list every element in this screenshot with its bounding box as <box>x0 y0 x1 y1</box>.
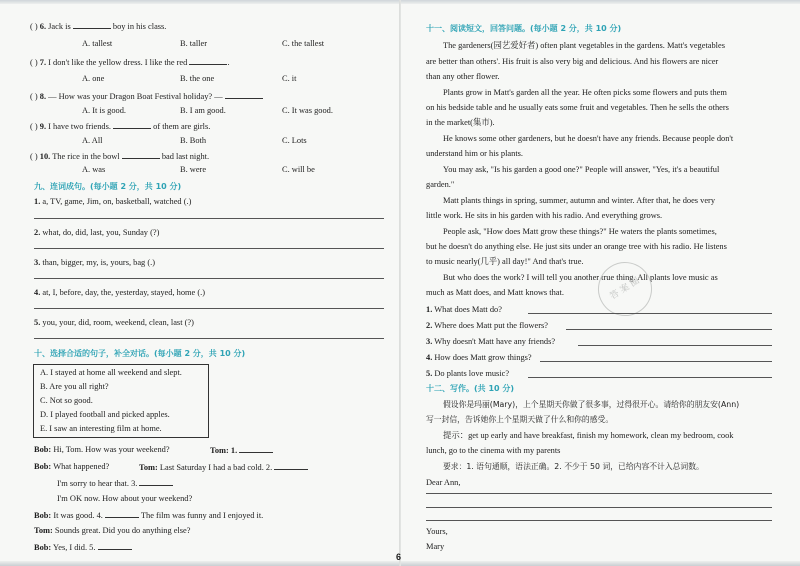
dialogue-text: It was good. 4. <box>53 511 103 520</box>
item-number: 4. <box>34 288 41 297</box>
question-text: What does Matt do? <box>434 305 502 314</box>
dialogue-text: I'm OK now. How about your weekend? <box>57 494 193 503</box>
passage-line: Matt plants things in spring, summer, autumn and winter. After that, he does very <box>443 196 716 205</box>
option-b: B. taller <box>180 39 207 48</box>
option-b: B. Are you all right? <box>40 382 109 391</box>
option-c: C. It was good. <box>282 106 333 115</box>
dialogue-blank-5[interactable] <box>98 541 132 550</box>
letter-salutation: Dear Ann, <box>426 478 461 487</box>
passage-line: Plants grow in Matt's garden all the year. He often picks some flowers and puts them <box>443 88 727 97</box>
question-text: . <box>227 58 230 67</box>
speaker: Bob: <box>34 543 52 552</box>
dialogue-blank-2[interactable] <box>274 461 308 470</box>
options-box <box>33 364 209 438</box>
option-b: B. were <box>180 165 207 174</box>
question-number: 1. <box>426 305 433 314</box>
passage-line: garden." <box>426 180 455 189</box>
question-text: Why doesn't Matt have any friends? <box>434 337 556 346</box>
writing-requirements: 要求：1. 语句通顺，语法正确。2. 不少于 50 词，已给内容不计入总词数。 <box>443 462 704 471</box>
option-a: A. one <box>82 74 105 83</box>
dialogue-text: Last Saturday I had a bad cold. 2. <box>159 463 273 472</box>
question-text: How does Matt grow things? <box>434 353 532 362</box>
question-number: 2. <box>426 321 433 330</box>
option-d: D. I played football and picked apples. <box>40 410 170 419</box>
option-c: C. the tallest <box>282 39 325 48</box>
option-b: B. Both <box>180 136 207 145</box>
question-text: The rice in the bowl <box>52 152 120 161</box>
passage-line: People ask, "How does Matt grow these things?" He waters the plants sometimes, <box>443 227 717 236</box>
answer-paren: ( ) <box>30 152 38 161</box>
answer-line[interactable] <box>566 329 772 330</box>
dialogue-text: What happened? <box>53 462 110 471</box>
option-e: E. I saw an interesting film at home. <box>40 424 162 433</box>
question-number: 4. <box>426 353 433 362</box>
answer-line[interactable] <box>528 377 772 378</box>
item-words: than, bigger, my, is, yours, bag (.) <box>42 258 156 267</box>
writing-prompt: 写一封信，告诉她你上个星期天做了什么和你的感受。 <box>426 415 614 424</box>
question-number: 9. <box>39 122 47 131</box>
question-text: bad last night. <box>161 152 210 161</box>
passage-line: little work. He sits in his garden with his radio. And everything grows. <box>426 211 663 220</box>
option-a: A. It is good. <box>82 106 126 115</box>
question-text: Jack is <box>48 22 71 31</box>
letter-closing: Yours, <box>426 527 448 536</box>
question-text: — How was your Dragon Boat Festival holiday? — <box>48 92 223 101</box>
answer-line[interactable] <box>34 218 384 219</box>
speaker: Tom: <box>139 463 158 472</box>
section-10-heading: 十、选择合适的句子，补全对话。(每小题 2 分，共 10 分) <box>34 349 246 358</box>
item-number: 5. <box>34 318 41 327</box>
section-9-heading: 九、连词成句。(每小题 2 分，共 10 分) <box>34 182 182 191</box>
option-c: C. Lots <box>282 136 307 145</box>
answer-blank[interactable] <box>189 56 230 67</box>
answer-blank[interactable] <box>73 20 111 29</box>
answer-line[interactable] <box>34 338 384 339</box>
option-a: A. I stayed at home all weekend and slept. <box>40 368 182 377</box>
dialogue-blank-1[interactable] <box>239 444 273 453</box>
answer-blank[interactable] <box>113 120 151 129</box>
answer-paren: ( ) <box>30 58 38 67</box>
answer-paren: ( ) <box>30 22 38 31</box>
passage-line: But who does the work? I will tell you another true thing. All plants love music as <box>443 273 718 282</box>
passage-line: The gardeners(园艺爱好者) often plant vegetables in the gardens. Matt's vegetables <box>443 41 725 50</box>
dialogue-blank-4[interactable] <box>105 509 139 518</box>
answer-line[interactable] <box>34 248 384 249</box>
option-a: A. was <box>82 165 106 174</box>
passage-line: in the market(集市). <box>426 118 495 127</box>
passage-line: You may ask, "Is his garden a good one?" People will answer, "Yes, it's a beautiful <box>443 165 720 174</box>
answer-paren: ( ) <box>30 122 38 131</box>
option-b: B. the one <box>180 74 215 83</box>
answer-blank[interactable] <box>225 90 263 99</box>
option-c: C. will be <box>282 165 315 174</box>
writing-hint: lunch, go to the cinema with my parents <box>426 446 561 455</box>
question-text: Do plants love music? <box>434 369 510 378</box>
item-words: at, I, before, day, the, yesterday, stayed, home (.) <box>42 288 205 297</box>
question-number: 8. <box>39 92 47 101</box>
passage-line: on his bedside table and he usually eats some fruit and vegetables. Then he sells the others <box>426 103 729 112</box>
option-a: A. All <box>82 136 103 145</box>
passage-line: understand him or his plants. <box>426 149 523 158</box>
letter-signature: Mary <box>426 542 445 551</box>
question-number: 7. <box>39 58 47 67</box>
question-number: 10. <box>39 152 51 161</box>
item-number: 3. <box>34 258 41 267</box>
dialogue-text: 1. <box>230 446 238 455</box>
section-12-heading: 十二、写作。(共 10 分) <box>426 384 515 393</box>
answer-line[interactable] <box>34 308 384 309</box>
speaker: Bob: <box>34 462 52 471</box>
passage-line: He knows some other gardeners, but he doesn't have any friends. Because people don't <box>443 134 734 143</box>
question-text: Where does Matt put the flowers? <box>434 321 548 330</box>
question-text: I have two friends. <box>48 122 111 131</box>
item-words: a, TV, game, Jim, on, basketball, watched (.) <box>42 197 192 206</box>
passage-line: are better than others'. His fruit is also very big and delicious. And his flowers are nicer <box>426 57 719 66</box>
option-b: B. I am good. <box>180 106 226 115</box>
item-number: 1. <box>34 197 41 206</box>
writing-hint: 提示：get up early and have breakfast, finish my homework, clean my bedroom, cook <box>443 431 734 440</box>
dialogue-text: Yes, I did. 5. <box>53 543 96 552</box>
book-fold <box>399 0 401 566</box>
dialogue-text: I'm sorry to hear that. 3. <box>57 479 138 488</box>
question-text: I don't like the yellow dress. I like the red <box>48 58 188 67</box>
question-text: of them are girls. <box>153 122 211 131</box>
answer-line[interactable] <box>528 313 772 314</box>
answer-line[interactable] <box>34 278 384 279</box>
watermark-stamp: 答 案 圈 <box>588 252 662 326</box>
question-number: 6. <box>39 22 47 31</box>
section-11-heading: 十一、阅读短文，回答问题。(每小题 2 分，共 10 分) <box>426 24 622 33</box>
item-words: you, your, did, room, weekend, clean, last (?) <box>42 318 194 327</box>
speaker: Tom: <box>34 526 53 535</box>
dialogue-blank-3[interactable] <box>139 477 173 486</box>
dialogue-text: Hi, Tom. How was your weekend? <box>53 445 170 454</box>
question-number: 3. <box>426 337 433 346</box>
dialogue-text: Sounds great. Did you do anything else? <box>54 526 191 535</box>
writing-line[interactable] <box>426 520 772 521</box>
question-text: boy in his class. <box>112 22 167 31</box>
writing-line[interactable] <box>426 507 772 508</box>
answer-line[interactable] <box>578 345 772 346</box>
option-c: C. Not so good. <box>40 396 93 405</box>
answer-blank[interactable] <box>122 150 160 159</box>
writing-line[interactable] <box>426 493 772 494</box>
option-c: C. it <box>282 74 297 83</box>
dialogue-text: The film was funny and I enjoyed it. <box>140 511 264 520</box>
option-a: A. tallest <box>82 39 113 48</box>
answer-line[interactable] <box>540 361 772 362</box>
page-number: 6 <box>396 552 402 562</box>
item-words: what, do, did, last, you, Sunday (?) <box>42 228 160 237</box>
passage-line: than any other flower. <box>426 72 500 81</box>
speaker: Bob: <box>34 445 52 454</box>
answer-paren: ( ) <box>30 92 38 101</box>
passage-line: much as Matt does, and Matt knows that. <box>426 288 564 297</box>
item-number: 2. <box>34 228 41 237</box>
writing-prompt: 假设你是玛丽(Mary)，上个星期天你做了很多事，过得很开心。请给你的朋友安(Ann) <box>443 400 740 409</box>
question-number: 5. <box>426 369 433 378</box>
passage-line: but he doesn't do anything else. He just sits under an orange tree with his radio. He listens <box>426 242 727 251</box>
passage-line: to music nearly(几乎) all day!" And that's true. <box>426 257 584 266</box>
speaker: Tom: <box>210 446 229 455</box>
speaker: Bob: <box>34 511 52 520</box>
